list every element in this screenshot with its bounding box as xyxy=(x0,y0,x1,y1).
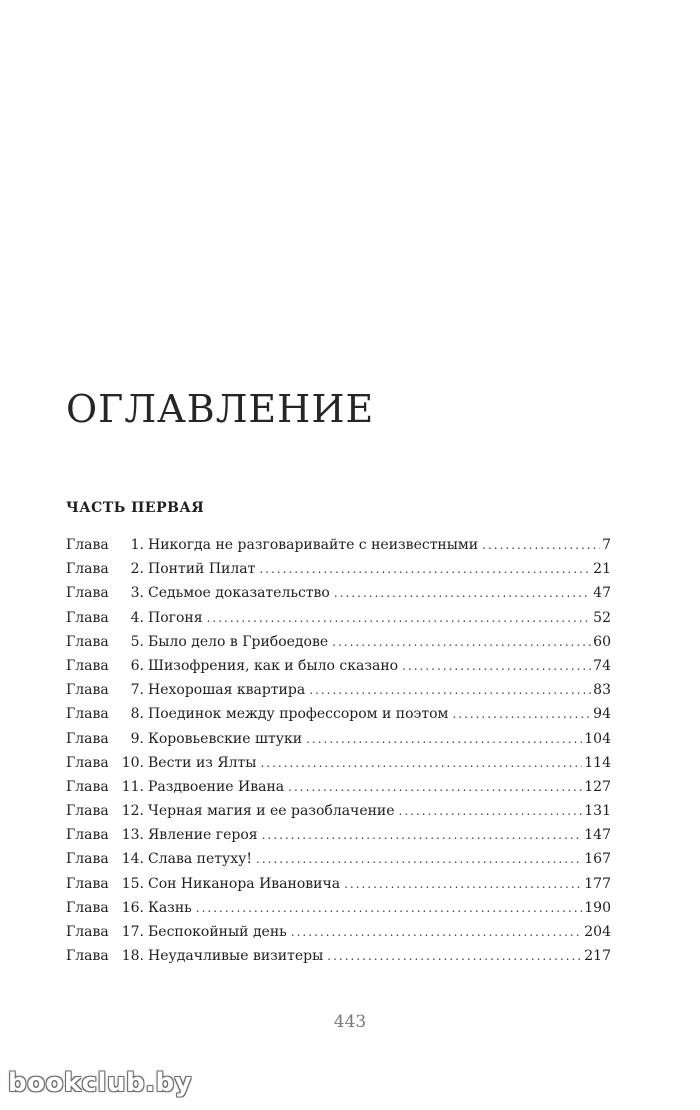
toc-chapter-number: 13. xyxy=(121,827,144,844)
toc-page-number: 7 xyxy=(602,537,611,553)
toc-chapter-word: Глава xyxy=(66,851,109,868)
toc-chapter-word: Глава xyxy=(66,609,109,626)
toc-chapter-title: Седьмое доказательство xyxy=(148,585,330,602)
toc-dot-leader xyxy=(482,538,600,552)
toc-dot-leader xyxy=(260,756,582,770)
toc-chapter-number: 9. xyxy=(130,730,144,747)
toc-dot-leader xyxy=(291,925,582,939)
toc-dot-leader xyxy=(402,659,591,673)
toc-chapter-number: 5. xyxy=(130,633,144,650)
toc-dot-leader xyxy=(344,877,582,891)
toc-chapter-number: 15. xyxy=(121,875,144,892)
toc-page-number: 52 xyxy=(593,609,611,626)
toc-chapter-number: 2. xyxy=(130,561,144,578)
toc-dot-leader xyxy=(327,949,582,963)
toc-page-number: 114 xyxy=(584,754,611,771)
toc-page-number: 104 xyxy=(584,730,611,747)
toc-chapter-word: Глава xyxy=(66,706,109,723)
toc-chapter-word: Глава xyxy=(66,899,109,916)
toc-chapter-word: Глава xyxy=(66,754,109,771)
toc-dot-leader xyxy=(399,804,583,818)
part-title: ЧАСТЬ ПЕРВАЯ xyxy=(66,500,205,516)
toc-chapter-number: 10. xyxy=(121,754,144,771)
toc-chapter-title: Шизофрения, как и было сказано xyxy=(148,657,399,674)
toc-entry xyxy=(66,827,611,851)
toc-dot-leader xyxy=(259,562,591,576)
toc-entry xyxy=(66,731,611,755)
toc-chapter-number: 17. xyxy=(121,924,144,940)
toc-chapter-number: 3. xyxy=(130,585,144,602)
toc-chapter-word: Глава xyxy=(66,730,109,747)
toc-page-number: 217 xyxy=(584,948,611,965)
toc-chapter-title: Сон Никанора Ивановича xyxy=(148,875,341,892)
toc-dot-leader xyxy=(334,586,591,600)
toc-chapter-number: 14. xyxy=(121,851,144,868)
toc-chapter-number: 11. xyxy=(121,778,144,795)
toc-chapter-word: Глава xyxy=(66,875,109,892)
toc-entry xyxy=(66,610,611,634)
toc-chapter-number: 1. xyxy=(130,537,144,553)
toc-chapter-word: Глава xyxy=(66,948,109,965)
toc-page-number: 83 xyxy=(593,682,611,699)
table-of-contents xyxy=(66,537,611,972)
toc-chapter-title: Черная магия и ее разоблачение xyxy=(148,803,395,820)
toc-chapter-number: 12. xyxy=(121,803,144,820)
toc-chapter-number: 6. xyxy=(130,657,144,674)
toc-dot-leader xyxy=(207,611,592,625)
toc-chapter-word: Глава xyxy=(66,537,109,553)
toc-chapter-title: Было дело в Грибоедове xyxy=(148,633,329,650)
watermark-logo: bookclub.by xyxy=(8,1068,193,1098)
toc-dot-leader xyxy=(288,780,582,794)
toc-chapter-word: Глава xyxy=(66,585,109,602)
toc-entry xyxy=(66,779,611,803)
toc-entry xyxy=(66,924,611,948)
toc-chapter-title: Беспокойный день xyxy=(148,924,287,940)
toc-page-number: 131 xyxy=(584,803,611,820)
toc-chapter-title: Раздвоение Ивана xyxy=(148,778,285,795)
page-title: ОГЛАВЛЕНИЕ xyxy=(66,387,375,432)
toc-chapter-number: 16. xyxy=(121,899,144,916)
toc-dot-leader xyxy=(309,683,591,697)
toc-page-number: 177 xyxy=(584,875,611,892)
toc-entry xyxy=(66,682,611,706)
toc-dot-leader xyxy=(262,828,583,842)
toc-chapter-word: Глава xyxy=(66,803,109,820)
toc-entry xyxy=(66,561,611,585)
toc-chapter-title: Поединок между профессором и поэтом xyxy=(148,706,449,723)
toc-dot-leader xyxy=(256,852,582,866)
toc-entry xyxy=(66,803,611,827)
toc-chapter-title: Коровьевские штуки xyxy=(148,730,303,747)
toc-chapter-title: Неудачливые визитеры xyxy=(148,948,324,965)
toc-chapter-word: Глава xyxy=(66,561,109,578)
toc-chapter-word: Глава xyxy=(66,657,109,674)
toc-entry xyxy=(66,585,611,609)
toc-chapter-word: Глава xyxy=(66,827,109,844)
toc-dot-leader xyxy=(196,901,582,915)
toc-chapter-word: Глава xyxy=(66,682,109,699)
toc-entry xyxy=(66,755,611,779)
toc-chapter-title: Казнь xyxy=(148,899,192,916)
toc-chapter-number: 8. xyxy=(130,706,144,723)
toc-entry xyxy=(66,948,611,972)
toc-entry xyxy=(66,900,611,924)
toc-chapter-title: Погоня xyxy=(148,609,203,626)
toc-entry xyxy=(66,537,611,561)
toc-chapter-title: Вести из Ялты xyxy=(148,754,257,771)
toc-entry xyxy=(66,851,611,875)
toc-page-number: 74 xyxy=(593,657,611,674)
toc-chapter-number: 7. xyxy=(130,682,144,699)
toc-page-number: 47 xyxy=(593,585,611,602)
toc-chapter-title: Нехорошая квартира xyxy=(148,682,306,699)
toc-page-number: 190 xyxy=(584,899,611,916)
toc-entry xyxy=(66,876,611,900)
page-number: 443 xyxy=(333,1012,367,1032)
toc-page-number: 167 xyxy=(584,851,611,868)
toc-chapter-title: Явление героя xyxy=(148,827,258,844)
toc-dot-leader xyxy=(306,732,582,746)
toc-chapter-number: 4. xyxy=(130,609,144,626)
toc-page-number: 127 xyxy=(584,778,611,795)
toc-chapter-number: 18. xyxy=(121,948,144,965)
toc-entry xyxy=(66,658,611,682)
toc-entry xyxy=(66,706,611,730)
toc-page-number: 94 xyxy=(593,706,611,723)
toc-chapter-title: Понтий Пилат xyxy=(148,561,256,578)
toc-page-number: 147 xyxy=(584,827,611,844)
toc-page-number: 60 xyxy=(593,633,611,650)
toc-page-number: 204 xyxy=(584,924,611,940)
toc-dot-leader xyxy=(452,707,591,721)
toc-chapter-title: Слава петуху! xyxy=(148,851,252,868)
toc-page-number: 21 xyxy=(593,561,611,578)
toc-chapter-word: Глава xyxy=(66,924,109,940)
toc-chapter-word: Глава xyxy=(66,633,109,650)
toc-chapter-title: Никогда не разговаривайте с неизвестными xyxy=(148,537,479,553)
toc-chapter-word: Глава xyxy=(66,778,109,795)
toc-entry xyxy=(66,634,611,658)
toc-dot-leader xyxy=(332,635,591,649)
